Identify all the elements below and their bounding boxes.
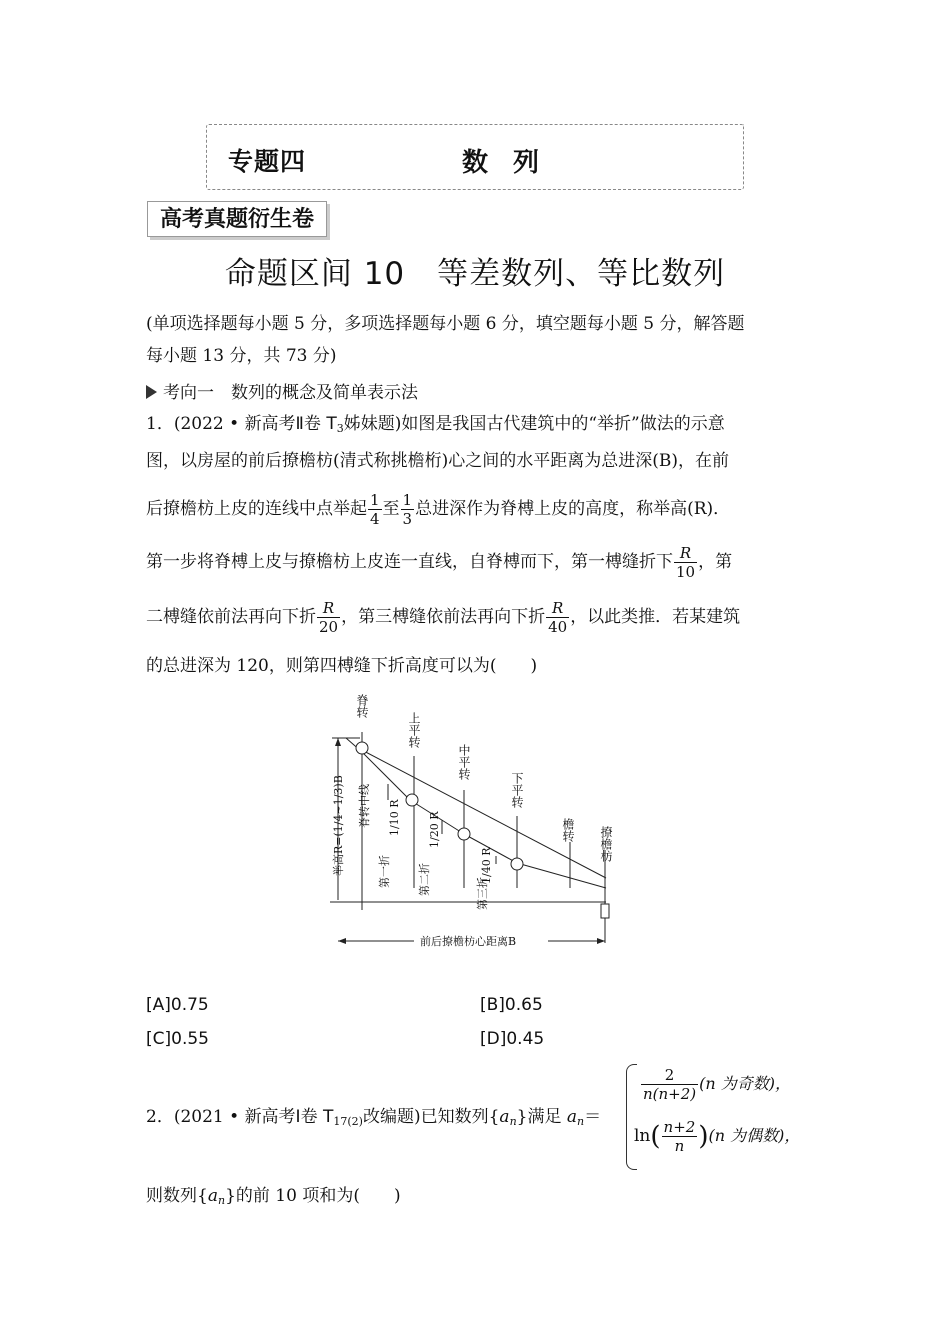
label-zhong-xian: 脊转中线 [358,784,371,828]
label-shang-ping-zhuan: 上平转 [407,712,421,748]
arrow-head-right [597,938,605,944]
piecewise-case-even: ln( $\frac{n+2}{n}$ )(n 为偶数)， [634,1118,801,1155]
fraction-one-third: $\frac{1}{3}$ [402,491,413,528]
q1-line-4: 第一步将脊榑上皮与撩檐枋上皮连一直线，自脊榑而下，第一榑缝折下 $\frac{R}{10}$ ，第 [146,544,733,581]
play-triangle-icon [146,385,157,399]
roof-segment-4 [517,863,606,888]
label-zhong-ping-zhuan: 中平转 [457,744,471,780]
label-yan-zhuan: 檐转 [561,818,575,842]
direction-heading [146,379,418,407]
juzhe-figure [318,688,628,950]
q1-option-b[interactable]: [B]0.65 [480,995,543,1015]
q1-line-6: 的总进深为 120，则第四榑缝下折高度可以为( ) [146,656,538,676]
q1-line-5: 二榑缝依前法再向下折 $\frac{R}{20}$ ，第三榑缝依前法再向下折 $\frac{R}{40}$ ，以此类推．若某建筑 [146,599,741,636]
q1-line-2: 图，以房屋的前后撩檐枋(清式称挑檐桁)心之间的水平距离为总进深(B)，在前 [146,451,730,471]
upper-purlin-circle [406,794,418,806]
fraction-r-20: $\frac{R}{20}$ [319,599,339,636]
arrow-head-top [335,738,341,746]
label-di-er-zhe: 第二折 [418,863,431,896]
label-r10: 1/10 R [388,799,401,836]
lower-purlin-circle [511,858,523,870]
label-r20: 1/20 R [428,811,441,848]
fraction-n-plus-2-over-n: $\frac{n+2}{n}$ [663,1118,696,1155]
scoring-line-2: 每小题 13 分，共 73 分) [146,346,337,366]
q1-option-a[interactable]: [A]0.75 [146,995,209,1015]
q1-line-3: 后撩檐枋上皮的连线中点举起 $\frac{1}{4}$ 至 $\frac{1}{3}$ 总进深作为脊榑上皮的高度，称举高(R)． [146,491,731,528]
section-title: 命题区间 10 等差数列、等比数列 [224,256,726,292]
scoring-line-1: (单项选择题每小题 5 分，多项选择题每小题 6 分，填空题每小题 5 分，解答题 [146,314,745,334]
fraction-one-quarter: $\frac{1}{4}$ [370,491,380,528]
chapter-number: 专题四 [228,147,307,176]
paper-tag: 高考真题衍生卷 [147,201,327,237]
label-xia-ping-zhuan: 下平转 [510,772,524,808]
ridge-purlin-circle [356,742,368,754]
q2-line-1: 2．(2021 • 新高考Ⅰ卷 $T_{17(2)}$改编题)已知数列$\{a_n\}$满足 $a_n=$ [146,1107,602,1128]
q1-option-d[interactable]: [D]0.45 [480,1029,545,1049]
label-bottom-distance: 前后撩檐枋心距离B [420,935,517,948]
label-ji-zhuan: 脊转 [355,694,369,718]
piecewise-case-odd: $\frac{2}{n(n+2)}$ (n 为奇数)， [643,1066,792,1103]
q1-line-1: 1．(2022 • 新高考Ⅱ卷 $T_3$姊妹题)如图是我国古代建筑中的“举折”做法的示意 [146,414,725,435]
label-ju-gao: 举高R=(1/4~1/3)B [332,775,345,876]
eave-beam-block [601,904,609,918]
fraction-2-over-n-n-plus-2: $\frac{2}{n(n+2)}$ [643,1066,697,1103]
fraction-r-10: $\frac{R}{10}$ [676,544,696,581]
q2-line-2: 则数列$\{a_n\}$的前 10 项和为( ) [146,1186,401,1207]
chapter-title: 数 列 [462,148,548,178]
q1-option-c[interactable]: [C]0.55 [146,1029,209,1049]
label-di-yi-zhe: 第一折 [378,855,391,888]
label-liao-yan-fang: 撩檐枋 [599,826,613,862]
label-r40: 1/40 R [480,847,493,884]
fraction-r-40: $\frac{R}{40}$ [548,599,568,636]
middle-purlin-circle [458,828,470,840]
label-di-san-zhe: 第三折 [476,877,489,910]
arrow-head-left [338,938,346,944]
direction-label: 考向一 数列的概念及简单表示法 [163,383,418,403]
